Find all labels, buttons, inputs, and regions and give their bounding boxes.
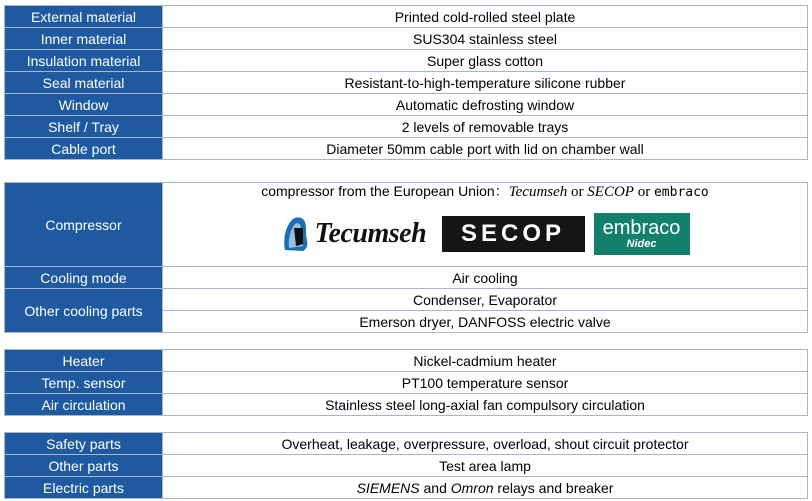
row-label: Temp. sensor [5, 372, 163, 394]
embraco-wordmark: embraco [602, 217, 681, 239]
row-value: Air cooling [163, 267, 808, 289]
row-value: Printed cold-rolled steel plate [163, 6, 808, 28]
table-row [5, 28, 808, 50]
row-value: Resistant-to-high-temperature silicone rubber [163, 72, 808, 94]
compressor-label: Compressor [5, 183, 163, 267]
compressor-prefix: compressor from the European Union： [261, 183, 509, 199]
row-label: Seal material [5, 72, 163, 94]
table-row [5, 6, 808, 28]
row-value: Super glass cotton [163, 50, 808, 72]
row-label: Shelf / Tray [5, 116, 163, 138]
row-label: Heater [5, 350, 163, 372]
brand-siemens: SIEMENS [356, 479, 420, 496]
row-label: Cable port [5, 138, 163, 160]
materials-table [4, 5, 808, 160]
and-text: and [419, 479, 451, 496]
heating-table [4, 349, 808, 416]
compressor-cell [163, 183, 808, 267]
row-value: Test area lamp [163, 455, 808, 477]
row-value: Nickel-cadmium heater [163, 350, 808, 372]
brand-tecumseh: Tecumseh [508, 184, 568, 200]
row-label: Other parts [5, 455, 163, 477]
secop-wordmark: SECOP [460, 220, 566, 247]
or-1: or [567, 184, 588, 200]
row-value: 2 levels of removable trays [163, 116, 808, 138]
compressor-text [163, 184, 807, 200]
row-label: Safety parts [5, 433, 163, 455]
row-label: Inner material [5, 28, 163, 50]
safety-table [4, 432, 808, 499]
row-value: Diameter 50mm cable port with lid on chamber wall [163, 138, 808, 160]
table-row [5, 267, 808, 289]
cooling-table [4, 182, 808, 333]
row-value: Condenser, Evaporator [163, 289, 808, 311]
relays-text: relays and breaker [493, 479, 614, 496]
table-row [5, 72, 808, 94]
row-value: Emerson dryer, DANFOSS electric valve [163, 311, 808, 333]
secop-logo [442, 216, 585, 252]
table-row [5, 350, 808, 372]
row-label: Cooling mode [5, 267, 163, 289]
table-row-compressor [5, 183, 808, 267]
row-label: Air circulation [5, 394, 163, 416]
row-value: Overheat, leakage, overpressure, overload, shout circuit protector [163, 433, 808, 455]
tecumseh-wordmark: Tecumseh [314, 218, 427, 249]
table-row [5, 50, 808, 72]
tecumseh-logo [281, 213, 433, 255]
table-row [5, 138, 808, 160]
table-row [5, 94, 808, 116]
row-value: Automatic defrosting window [163, 94, 808, 116]
table-row [5, 433, 808, 455]
row-label: Insulation material [5, 50, 163, 72]
row-value: Stainless steel long-axial fan compulsory circulation [163, 394, 808, 416]
brand-embraco: embraco [653, 185, 709, 200]
table-row [5, 289, 808, 311]
brand-secop: SECOP [587, 184, 634, 200]
row-label: Other cooling parts [5, 289, 163, 333]
or-2: or [633, 184, 654, 200]
electric-parts-value [163, 477, 808, 499]
row-label: Window [5, 94, 163, 116]
row-value: SUS304 stainless steel [163, 28, 808, 50]
row-value: PT100 temperature sensor [163, 372, 808, 394]
brand-omron: Omron [450, 479, 494, 496]
table-row [5, 394, 808, 416]
compressor-logos [163, 213, 807, 255]
table-row [5, 116, 808, 138]
table-row [5, 372, 808, 394]
table-row [5, 477, 808, 499]
nidec-wordmark: Nidec [626, 238, 657, 250]
embraco-logo [594, 213, 690, 255]
row-label: Electric parts [5, 477, 163, 499]
table-row [5, 455, 808, 477]
tecumseh-headdress-icon [281, 214, 311, 254]
row-label: External material [5, 6, 163, 28]
